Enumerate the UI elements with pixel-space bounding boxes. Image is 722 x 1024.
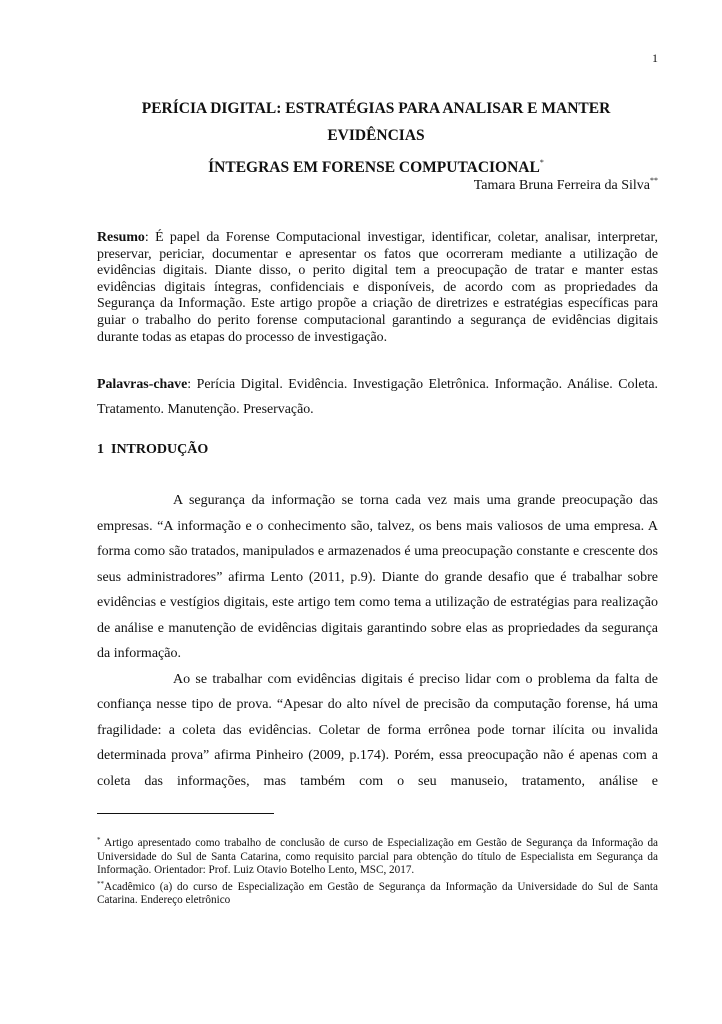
abstract [97,230,658,346]
abstract-text: : É papel da Forense Computacional investigar, identificar, coletar, analisar, interpretar, preservar, periciar, documentar e apresentar os fatos que ocorreram mediante a utilização de evidências digitais. Diante disso, o perito digital tem a preocupação de tratar e manter estas evidências digitais íntegras, confidenciais e disponíveis, de acordo com as propriedades da Segurança da Informação. Este artigo propõe a criação de diretrizes e estratégias específicas para guiar o trabalho do perito forense computacional garantindo a segurança de evidências digitais durante todas as etapas do processo de investigação. [97,230,658,345]
paper-title [96,95,656,181]
footnote-2-text: Acadêmico (a) do curso de Especialização em Gestão de Segurança da Informação da Universidade do Sul de Santa Catarina. Endereço eletrônico [97,880,658,907]
footnote-2-mark: ** [97,879,104,888]
title-line-1: PERÍCIA DIGITAL: ESTRATÉGIAS PARA ANALISAR E MANTER EVIDÊNCIAS [141,100,611,144]
section-number: 1 [97,442,104,457]
keywords [97,372,658,422]
author-line [474,176,658,194]
section-heading [97,442,208,458]
page-number: 1 [652,51,658,65]
body-text [97,488,658,794]
keywords-label: Palavras-chave [97,377,188,392]
footnotes [97,834,658,908]
title-line-2: ÍNTEGRAS EM FORENSE COMPUTACIONAL [208,159,540,176]
footnote-1-mark: * [97,836,101,844]
title-footnote-mark: * [539,158,544,167]
author-footnote-mark: ** [650,176,658,185]
footnote-2 [97,878,658,908]
footnote-1 [97,834,658,878]
keywords-text: : Perícia Digital. Evidência. Investigação Eletrônica. Informação. Análise. Coleta. Tratamento. Manutenção. Preservação. [97,377,658,417]
abstract-label: Resumo [97,230,145,245]
footnote-divider [97,813,274,814]
footnote-1-text: Artigo apresentado como trabalho de conclusão de curso de Especialização em Gestão de Segurança da Informação da Universidade do Sul de Santa Catarina, como requisito parcial para obtenção do título de Especialista em Segurança da Informação. Orientador: Prof. Luiz Otavio Botelho Lento, MSC, 2017. [97,837,658,877]
section-title: INTRODUÇÃO [111,442,209,457]
author-name: Tamara Bruna Ferreira da Silva [473,178,650,193]
body-paragraph-1: A segurança da informação se torna cada vez mais uma grande preocupação das empresas. “A informação e o conhecimento são, talvez, os bens mais valiosos de uma empresa. A forma como são tratados, manipulados e armazenados é uma preocupação constante e crescente dos seus administradores” afirma Lento (2011, p.9). Diante do grande desafio que é trabalhar sobre evidências e vestígios digitais, este artigo tem como tema a utilização de estratégias para realização de análise e manutenção de evidências digitais garantindo sobre elas as propriedades da segurança da informação. [97,493,658,661]
body-paragraph-2: Ao se trabalhar com evidências digitais é preciso lidar com o problema da falta de confiança nesse tipo de prova. “Apesar do alto nível de precisão da computação forense, há uma fragilidade: a coleta das evidências. Coletar de forma errônea pode tornar ilícita ou invalida determinada prova” afirma Pinheiro (2009, p.174). Porém, essa preocupação não é apenas com a coleta das informações, mas também com o seu manuseio, tratamento, análise e [97,671,658,789]
